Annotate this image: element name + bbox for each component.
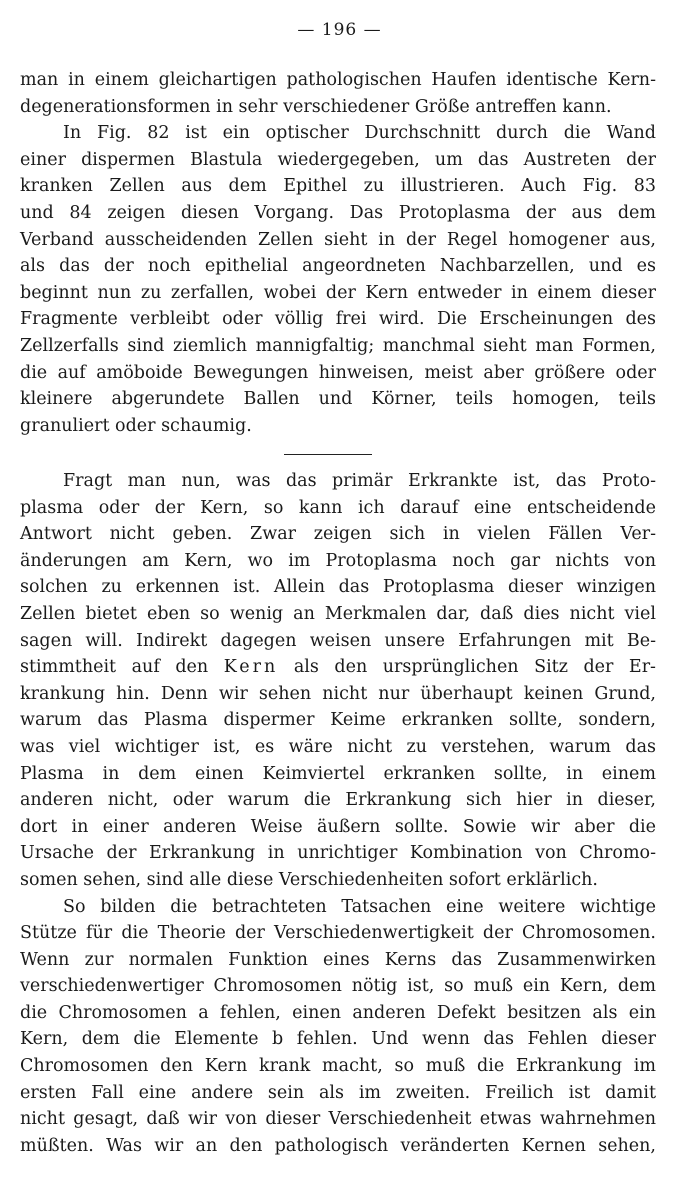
text-line: Fragmente verbleibt oder völlig frei wird. Die Erscheinungen des [20,309,656,330]
section-divider [284,454,372,455]
text-line: und 84 zeigen diesen Vorgang. Das Protoplasma der aus dem [20,202,656,223]
text-line: anderen nicht, oder warum die Erkrankung sich hier in dieser, [20,790,656,811]
text-line: dort in einer anderen Weise äußern sollte. Sowie wir aber die [20,816,656,837]
text-line: solchen zu erkennen ist. Allein das Protoplasma dieser winzigen [20,577,656,598]
text-line: Plasma in dem einen Keimviertel erkranken sollte, in einem [20,763,656,784]
text-line: Ursache der Erkrankung in unrichtiger Kombination von Chromo- [20,843,656,864]
text-line: beginnt nun zu zerfallen, wobei der Kern entweder in einem dieser [20,282,656,303]
text-line: degenerationsformen in sehr verschiedener Größe antreffen kann. [20,96,612,117]
text-line: ersten Fall eine andere sein als im zweiten. Freilich ist damit [20,1082,656,1103]
text-line: die auf amöboide Bewegungen hinweisen, meist aber größere oder [20,362,656,383]
text-line: einer dispermen Blastula wiedergegeben, um das Austreten der [20,149,656,170]
emphasized-word: Kern [223,657,279,678]
text-line: plasma oder der Kern, so kann ich darauf eine entscheidende [20,497,656,518]
text-line: änderungen am Kern, wo im Protoplasma noch gar nichts von [20,550,656,571]
text-line: So bilden die betrachteten Tatsachen eine weitere wichtige [63,896,656,917]
text-line: granuliert oder schaumig. [20,415,252,436]
text-segment: als den ursprünglichen Sitz der Er- [293,657,656,678]
text-line: somen sehen, sind alle diese Verschiedenheiten sofort erklärlich. [20,869,598,890]
text-line: warum das Plasma dispermer Keime erkranken sollte, sondern, [20,710,656,731]
text-line: verschiedenwertiger Chromosomen nötig ist, so muß ein Kern, dem [20,976,656,997]
paragraph-block-1 [20,67,656,439]
text-line: Zellzerfalls sind ziemlich mannigfaltig; manchmal sieht man Formen, [20,335,656,356]
text-line: Kern, dem die Elemente b fehlen. Und wenn das Fehlen dieser [20,1029,656,1050]
text-segment: stimmtheit auf den [20,657,209,678]
text-line: kleinere abgerundete Ballen und Körner, teils homogen, teils [20,389,656,410]
text-line: kranken Zellen aus dem Epithel zu illustrieren. Auch Fig. 83 [20,176,656,197]
page-number: — 196 — [297,20,382,40]
text-line: sagen will. Indirekt dagegen weisen unsere Erfahrungen mit Be- [20,630,656,651]
text-line: man in einem gleichartigen pathologischen Haufen identische Kern- [20,70,656,90]
text-line: In Fig. 82 ist ein optischer Durchschnitt durch die Wand [63,123,656,144]
text-line: Chromosomen den Kern krank macht, so muß die Erkrankung im [20,1056,656,1077]
text-line: Stütze für die Theorie der Verschiedenwertigkeit der Chromosomen. [20,923,656,944]
text-line: Zellen bietet eben so wenig an Merkmalen dar, daß dies nicht viel [20,603,656,624]
text-line: Wenn zur normalen Funktion eines Kerns das Zusammenwirken [20,949,656,970]
text-line: als das der noch epithelial angeordneten Nachbarzellen, und es [20,256,656,277]
text-line: müßten. Was wir an den pathologisch veränderten Kernen sehen, [20,1135,656,1156]
text-line [20,654,656,681]
text-line: was viel wichtiger ist, es wäre nicht zu verstehen, warum das [20,736,656,757]
text-line: Fragt man nun, was das primär Erkrankte ist, das Proto- [63,471,656,491]
text-line: Verband ausscheidenden Zellen sieht in der Regel homogener aus, [20,229,656,250]
text-line: die Chromosomen a fehlen, einen anderen Defekt besitzen als ein [20,1002,656,1023]
text-line: krankung hin. Denn wir sehen nicht nur überhaupt keinen Grund, [20,683,656,704]
text-line: Antwort nicht geben. Zwar zeigen sich in vielen Fällen Ver- [20,524,656,545]
text-line: nicht gesagt, daß wir von dieser Verschiedenheit etwas wahrnehmen [20,1109,656,1130]
paragraph-block-2 [20,468,656,1159]
